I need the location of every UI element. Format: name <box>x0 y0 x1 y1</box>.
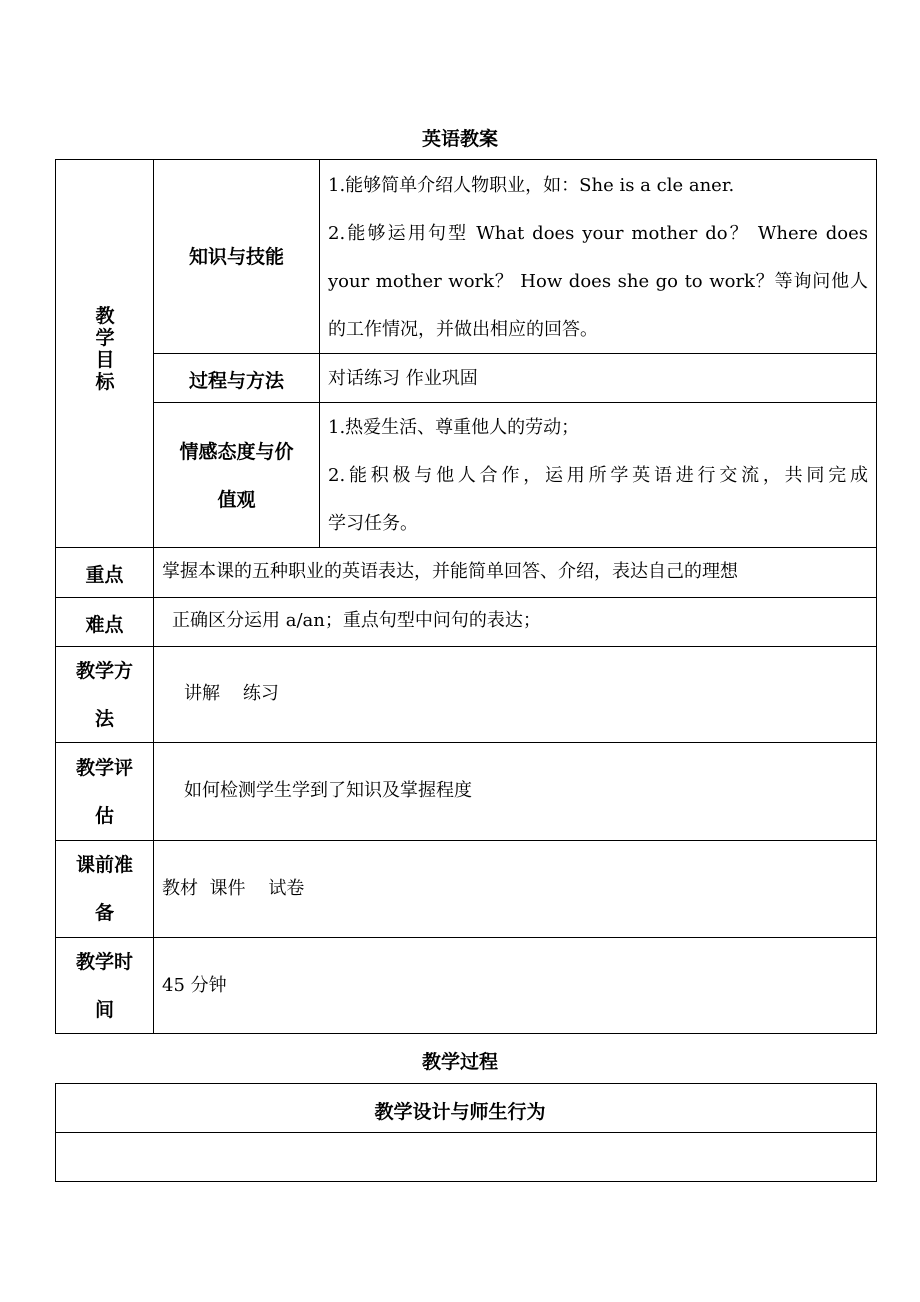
key-point-label: 重点 <box>85 564 124 586</box>
preparation-value <box>162 865 862 913</box>
time-value <box>162 962 862 1010</box>
label-line: 间 <box>94 999 114 1021</box>
text-line: 2.能积极与他人合作，运用所学英语进行交流，共同完成 <box>328 465 868 486</box>
text-line: 讲解 练习 <box>184 683 279 704</box>
category-knowledge-skills: 知识与技能 <box>188 246 284 268</box>
text-line: 45 分钟 <box>162 975 227 996</box>
text-line: 如何检测学生学到了知识及掌握程度 <box>184 780 472 801</box>
label-line: 法 <box>94 708 114 730</box>
category-process-methods: 过程与方法 <box>188 370 284 392</box>
label-line: 教学评 <box>75 757 133 779</box>
text-line: 学习任务。 <box>328 513 418 534</box>
text-line: 教材 课件 试卷 <box>162 878 305 899</box>
evaluation-label <box>56 744 153 840</box>
key-point-value <box>162 548 868 596</box>
label-line: 值观 <box>217 489 256 511</box>
label-line: 教学时 <box>75 951 133 973</box>
method-label <box>56 647 153 743</box>
label-line: 课前准 <box>75 854 133 876</box>
process-title: 教学过程 <box>421 1051 498 1073</box>
difficulty-label: 难点 <box>85 614 124 636</box>
label-line: 教学方 <box>75 660 133 682</box>
objectives-label: 教学目标 <box>95 305 115 393</box>
time-label <box>56 938 153 1034</box>
text-line: your mother work？ How does she go to work？等询问他人 <box>328 271 868 292</box>
label-line: 情感态度与价 <box>179 441 294 463</box>
knowledge-skills-content <box>328 162 868 354</box>
text-line: 正确区分运用 a/an；重点句型中问句的表达； <box>172 610 541 631</box>
text-line: 1.能够简单介绍人物职业，如：She is a cle aner. <box>328 175 735 196</box>
text-line: 1.热爱生活、尊重他人的劳动； <box>328 417 580 438</box>
process-methods-content <box>328 355 868 403</box>
text-line: 掌握本课的五种职业的英语表达，并能简单回答、介绍，表达自己的理想 <box>162 561 738 582</box>
document-title: 英语教案 <box>421 128 498 150</box>
category-attitudes-values <box>154 428 319 524</box>
evaluation-value <box>184 767 864 815</box>
preparation-label <box>56 841 153 937</box>
attitudes-values-content <box>328 404 868 548</box>
difficulty-value <box>172 597 868 645</box>
label-line: 备 <box>94 902 114 924</box>
method-value <box>184 670 864 718</box>
label-line: 估 <box>94 805 114 827</box>
text-line: 的工作情况，并做出相应的回答。 <box>328 319 598 340</box>
text-line: 对话练习 作业巩固 <box>328 368 478 389</box>
process-table-header: 教学设计与师生行为 <box>374 1101 546 1123</box>
text-line: 2.能够运用句型 What does your mother do？ Where does <box>328 223 868 244</box>
